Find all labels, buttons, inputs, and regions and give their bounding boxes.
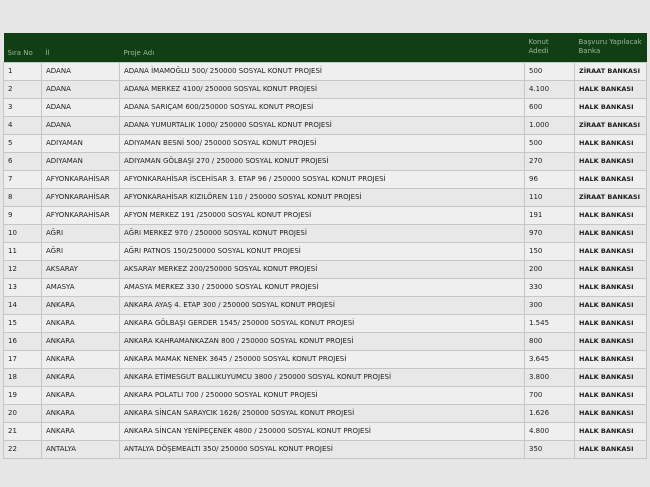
table-row xyxy=(4,440,647,458)
cell-il: ADANA xyxy=(42,80,120,98)
cell-banka: HALK BANKASI xyxy=(575,170,647,188)
cell-banka: HALK BANKASI xyxy=(575,332,647,350)
table-row xyxy=(4,242,647,260)
cell-proje-adi: ANKARA GÖLBAŞI GERDER 1545/ 250000 SOSYAL KONUT PROJESİ xyxy=(120,314,525,332)
cell-il: ANKARA xyxy=(42,332,120,350)
cell-il: ANKARA xyxy=(42,314,120,332)
cell-konut-adedi: 970 xyxy=(525,224,575,242)
cell-banka: HALK BANKASI xyxy=(575,386,647,404)
cell-sira-no: 9 xyxy=(4,206,42,224)
cell-il: AĞRI xyxy=(42,242,120,260)
table-row xyxy=(4,116,647,134)
cell-banka: HALK BANKASI xyxy=(575,80,647,98)
cell-sira-no: 10 xyxy=(4,224,42,242)
cell-sira-no: 8 xyxy=(4,188,42,206)
cell-il: ADANA xyxy=(42,116,120,134)
cell-banka: HALK BANKASI xyxy=(575,296,647,314)
header-proje-adi: Proje Adı xyxy=(123,48,155,57)
cell-konut-adedi: 800 xyxy=(525,332,575,350)
cell-il: ANTALYA xyxy=(42,440,120,458)
cell-sira-no: 21 xyxy=(4,422,42,440)
cell-il: AFYONKARAHİSAR xyxy=(42,188,120,206)
cell-banka: HALK BANKASI xyxy=(575,368,647,386)
cell-proje-adi: ADANA SARIÇAM 600/250000 SOSYAL KONUT PROJESİ xyxy=(120,98,525,116)
cell-proje-adi: ADANA İMAMOĞLU 500/ 250000 SOSYAL KONUT PROJESİ xyxy=(120,62,525,80)
header-konut-adedi xyxy=(525,33,575,62)
cell-konut-adedi: 191 xyxy=(525,206,575,224)
cell-il: ANKARA xyxy=(42,368,120,386)
cell-banka: HALK BANKASI xyxy=(575,134,647,152)
header-sira-no: Sıra No xyxy=(7,48,33,57)
cell-proje-adi: AFYONKARAHİSAR KIZILÖREN 110 / 250000 SOSYAL KONUT PROJESİ xyxy=(120,188,525,206)
cell-proje-adi: ADIYAMAN BESNİ 500/ 250000 SOSYAL KONUT PROJESİ xyxy=(120,134,525,152)
table-row xyxy=(4,98,647,116)
cell-proje-adi: AMASYA MERKEZ 330 / 250000 SOSYAL KONUT PROJESİ xyxy=(120,278,525,296)
table-row xyxy=(4,296,647,314)
table-row xyxy=(4,350,647,368)
cell-il: AMASYA xyxy=(42,278,120,296)
cell-il: AFYONKARAHİSAR xyxy=(42,206,120,224)
cell-konut-adedi: 270 xyxy=(525,152,575,170)
cell-il: AĞRI xyxy=(42,224,120,242)
cell-il: AKSARAY xyxy=(42,260,120,278)
cell-il: ADIYAMAN xyxy=(42,134,120,152)
header-banka-line2: Banka xyxy=(578,47,601,56)
cell-proje-adi: AFYONKARAHİSAR İSCEHİSAR 3. ETAP 96 / 250000 SOSYAL KONUT PROJESİ xyxy=(120,170,525,188)
cell-konut-adedi: 110 xyxy=(525,188,575,206)
cell-sira-no: 7 xyxy=(4,170,42,188)
cell-konut-adedi: 200 xyxy=(525,260,575,278)
housing-projects-table xyxy=(3,33,647,459)
cell-proje-adi: ADANA YUMURTALIK 1000/ 250000 SOSYAL KONUT PROJESİ xyxy=(120,116,525,134)
cell-sira-no: 20 xyxy=(4,404,42,422)
table-row xyxy=(4,134,647,152)
table-row xyxy=(4,224,647,242)
cell-sira-no: 4 xyxy=(4,116,42,134)
cell-banka: HALK BANKASI xyxy=(575,224,647,242)
cell-konut-adedi: 600 xyxy=(525,98,575,116)
cell-sira-no: 2 xyxy=(4,80,42,98)
cell-banka: HALK BANKASI xyxy=(575,350,647,368)
cell-sira-no: 14 xyxy=(4,296,42,314)
cell-sira-no: 15 xyxy=(4,314,42,332)
cell-il: ANKARA xyxy=(42,386,120,404)
cell-il: ANKARA xyxy=(42,422,120,440)
cell-proje-adi: ANKARA SİNCAN YENİPEÇENEK 4800 / 250000 SOSYAL KONUT PROJESİ xyxy=(120,422,525,440)
cell-proje-adi: AFYON MERKEZ 191 /250000 SOSYAL KONUT PROJESİ xyxy=(120,206,525,224)
cell-konut-adedi: 350 xyxy=(525,440,575,458)
cell-proje-adi: AKSARAY MERKEZ 200/250000 SOSYAL KONUT PROJESİ xyxy=(120,260,525,278)
cell-sira-no: 12 xyxy=(4,260,42,278)
cell-sira-no: 13 xyxy=(4,278,42,296)
cell-il: ADANA xyxy=(42,98,120,116)
cell-banka: HALK BANKASI xyxy=(575,98,647,116)
cell-banka: ZİRAAT BANKASI xyxy=(575,188,647,206)
header-il: İl xyxy=(45,48,50,57)
cell-konut-adedi: 500 xyxy=(525,62,575,80)
cell-il: AFYONKARAHİSAR xyxy=(42,170,120,188)
cell-banka: HALK BANKASI xyxy=(575,260,647,278)
cell-sira-no: 6 xyxy=(4,152,42,170)
cell-banka: HALK BANKASI xyxy=(575,440,647,458)
cell-proje-adi: ADIYAMAN GÖLBAŞI 270 / 250000 SOSYAL KONUT PROJESİ xyxy=(120,152,525,170)
cell-proje-adi: AĞRI PATNOS 150/250000 SOSYAL KONUT PROJESİ xyxy=(120,242,525,260)
cell-konut-adedi: 96 xyxy=(525,170,575,188)
table-row xyxy=(4,80,647,98)
cell-proje-adi: ANKARA AYAŞ 4. ETAP 300 / 250000 SOSYAL KONUT PROJESİ xyxy=(120,296,525,314)
cell-proje-adi: ANKARA POLATLI 700 / 250000 SOSYAL KONUT PROJESİ xyxy=(120,386,525,404)
cell-konut-adedi: 4.800 xyxy=(525,422,575,440)
table-header-row xyxy=(4,33,647,62)
table-row xyxy=(4,314,647,332)
table-row xyxy=(4,170,647,188)
cell-konut-adedi: 500 xyxy=(525,134,575,152)
header-konut-line2: Adedi xyxy=(528,47,549,56)
cell-konut-adedi: 1.626 xyxy=(525,404,575,422)
cell-il: ANKARA xyxy=(42,404,120,422)
cell-il: ADANA xyxy=(42,62,120,80)
cell-proje-adi: ANKARA ETİMESGUT BALLIKUYUMCU 3800 / 250000 SOSYAL KONUT PROJESİ xyxy=(120,368,525,386)
table-row xyxy=(4,278,647,296)
table-row xyxy=(4,386,647,404)
cell-konut-adedi: 1.545 xyxy=(525,314,575,332)
header-basvuru-banka xyxy=(575,33,647,62)
table-row xyxy=(4,206,647,224)
cell-konut-adedi: 4.100 xyxy=(525,80,575,98)
table-row xyxy=(4,422,647,440)
cell-banka: HALK BANKASI xyxy=(575,404,647,422)
cell-konut-adedi: 150 xyxy=(525,242,575,260)
cell-konut-adedi: 300 xyxy=(525,296,575,314)
header-banka-line1: Başvuru Yapılacak xyxy=(578,38,642,47)
table-row xyxy=(4,188,647,206)
table-row xyxy=(4,152,647,170)
cell-il: ANKARA xyxy=(42,296,120,314)
cell-banka: HALK BANKASI xyxy=(575,206,647,224)
cell-sira-no: 11 xyxy=(4,242,42,260)
cell-konut-adedi: 330 xyxy=(525,278,575,296)
cell-proje-adi: ANTALYA DÖŞEMEALTI 350/ 250000 SOSYAL KONUT PROJESİ xyxy=(120,440,525,458)
cell-banka: ZİRAAT BANKASI xyxy=(575,62,647,80)
table-row xyxy=(4,332,647,350)
cell-banka: HALK BANKASI xyxy=(575,278,647,296)
cell-sira-no: 19 xyxy=(4,386,42,404)
cell-proje-adi: ANKARA SİNCAN SARAYCIK 1626/ 250000 SOSYAL KONUT PROJESİ xyxy=(120,404,525,422)
cell-konut-adedi: 3.800 xyxy=(525,368,575,386)
cell-banka: ZİRAAT BANKASI xyxy=(575,116,647,134)
cell-banka: HALK BANKASI xyxy=(575,314,647,332)
cell-sira-no: 17 xyxy=(4,350,42,368)
cell-banka: HALK BANKASI xyxy=(575,422,647,440)
cell-sira-no: 5 xyxy=(4,134,42,152)
cell-sira-no: 18 xyxy=(4,368,42,386)
cell-banka: HALK BANKASI xyxy=(575,242,647,260)
cell-sira-no: 22 xyxy=(4,440,42,458)
cell-il: ANKARA xyxy=(42,350,120,368)
table-row xyxy=(4,404,647,422)
cell-banka: HALK BANKASI xyxy=(575,152,647,170)
cell-sira-no: 16 xyxy=(4,332,42,350)
cell-proje-adi: ANKARA MAMAK NENEK 3645 / 250000 SOSYAL KONUT PROJESİ xyxy=(120,350,525,368)
cell-konut-adedi: 1.000 xyxy=(525,116,575,134)
cell-konut-adedi: 700 xyxy=(525,386,575,404)
cell-konut-adedi: 3.645 xyxy=(525,350,575,368)
cell-sira-no: 1 xyxy=(4,62,42,80)
cell-proje-adi: AĞRI MERKEZ 970 / 250000 SOSYAL KONUT PROJESİ xyxy=(120,224,525,242)
header-konut-line1: Konut xyxy=(528,38,549,47)
cell-proje-adi: ADANA MERKEZ 4100/ 250000 SOSYAL KONUT PROJESİ xyxy=(120,80,525,98)
table-row xyxy=(4,368,647,386)
table-row xyxy=(4,260,647,278)
cell-proje-adi: ANKARA KAHRAMANKAZAN 800 / 250000 SOSYAL KONUT PROJESİ xyxy=(120,332,525,350)
cell-sira-no: 3 xyxy=(4,98,42,116)
cell-il: ADIYAMAN xyxy=(42,152,120,170)
table-row xyxy=(4,62,647,80)
